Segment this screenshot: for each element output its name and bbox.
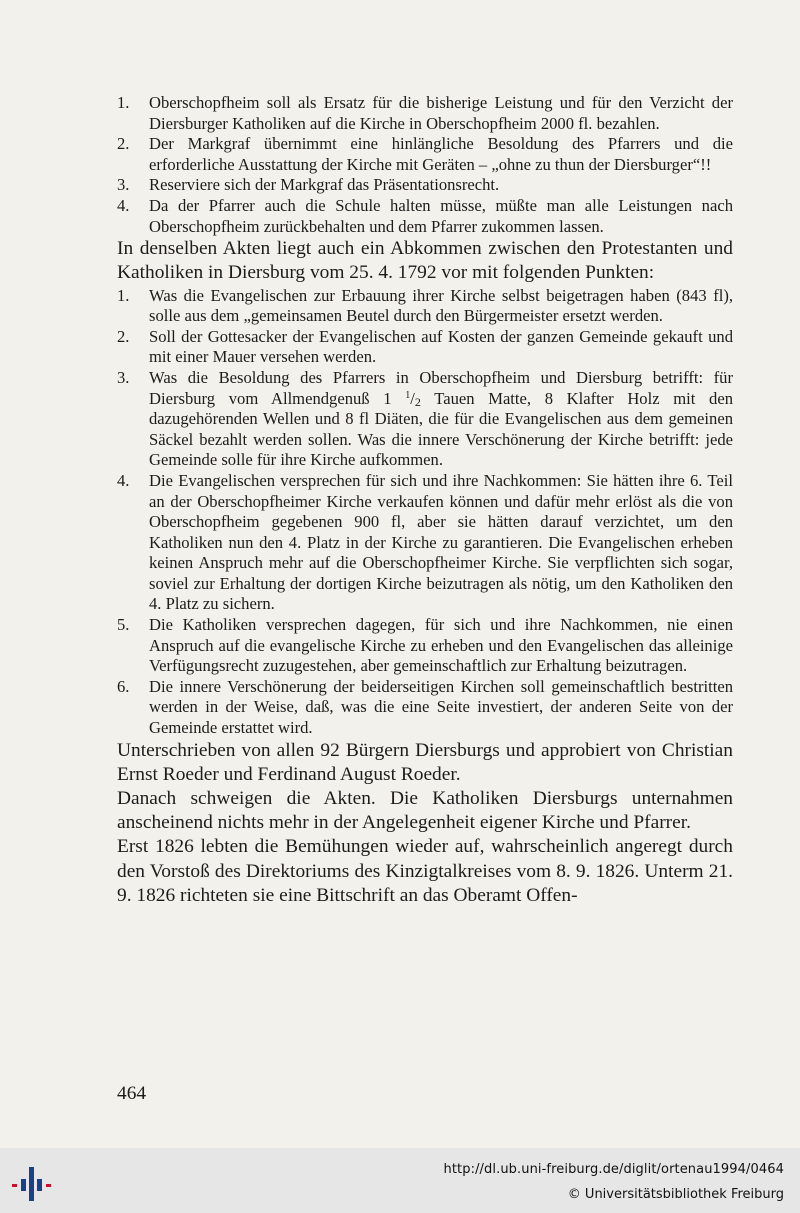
fraction-denominator: 2 xyxy=(414,394,421,409)
list-item-text: Oberschopfheim soll als Ersatz für die bisherige Leistung und für den Verzicht der Diersburger Katholiken auf die Kirche in Oberschopfheim 2000 fl. bezahlen. xyxy=(149,93,733,133)
list-item-number: 3. xyxy=(117,367,130,387)
page-content xyxy=(117,93,733,908)
list-item xyxy=(117,93,733,134)
list-item-number: 1. xyxy=(117,93,130,112)
list-item-number: 2. xyxy=(117,134,130,154)
footer-copyright: © Universitätsbibliothek Freiburg xyxy=(567,1187,784,1202)
paragraph-signatures: Unterschrieben von allen 92 Bürgern Diersburgs und approbiert von Christian Ernst Roeder und Ferdinand August Roeder. xyxy=(117,739,733,785)
list-item-number: 4. xyxy=(117,195,130,215)
list-item-number: 6. xyxy=(117,676,130,696)
paragraph-silence: Danach schweigen die Akten. Die Katholiken Diersburgs unternahmen anscheinend nichts mehr in der Angelegenheit eigener Kirche und Pfarrer. xyxy=(117,788,733,834)
list-item xyxy=(117,615,733,677)
list-item-number: 3. xyxy=(117,175,130,195)
list-item-text: Da der Pfarrer auch die Schule halten müsse, müßte man alle Leistungen nach Oberschopfheim zurückbehalten und dem Pfarrer zukommen lassen. xyxy=(149,195,733,236)
list-item-text: Die Katholiken versprechen dagegen, für sich und ihre Nachkommen, nie einen Anspruch auf die evangelische Kirche zu erheben und den Evangelischen das alleinige Verfügungsrecht zuzugestehen, aber gemeinschaftlich zur Erhaltung beizutragen. xyxy=(149,615,733,676)
fraction-numerator: 1 xyxy=(405,389,411,401)
list-item-text: Die Evangelischen versprechen für sich und ihre Nachkommen: Sie hätten ihre 6. Teil an der Oberschopfheimer Kirche verkaufen können und dafür mehr erlöst als die von Oberschopfheim gegebenen 900 fl, aber sie hätten darauf verzichtet, um den Katholiken nun den 4. Platz in der Kirche zu garantieren. Die Evangelischen erheben keinen Anspruch mehr auf die Oberschopfheimer Kirche. Sie verpflichten sich sogar, soviel zur Erhaltung der dortigen Kirche beizutragen als nötig, um den Katholiken den 4. Platz zu sichern. xyxy=(149,470,733,614)
list-item xyxy=(117,677,733,739)
list-item: 3. Was die Besoldung des Pfarrers in Oberschopfheim und Diersburg betrifft: für Diersburg vom Allmendgenuß 1 $^1/_2$ Tauen Matte, 8 Klafter Holz mit den dazugehörenden Wellen und 8 fl Diäten, die für die Evangelischen aus dem gemeinen Säckel bezahlt werden sollen. Was die innere Verschönerung der Kirche betrifft: jede Gemeinde solle für ihre Kirche aufkommen. xyxy=(117,367,733,470)
list-item xyxy=(117,196,733,237)
list-item xyxy=(117,471,733,615)
list-item-text: Die innere Verschönerung der beiderseitigen Kirchen soll gemeinschaftlich bestritten werden in der Weise, daß, was die eine Seite investiert, der anderen Seite von der Gemeinde erstattet wird. xyxy=(149,676,733,738)
list-item-text: Der Markgraf übernimmt eine hinlängliche Besoldung des Pfarrers und die erforderliche Ausstattung der Kirche mit Geräten – „ohne zu thun der Diersburger“!! xyxy=(149,134,733,174)
list-item-number: 2. xyxy=(117,326,130,346)
list-item-text: Reserviere sich der Markgraf das Präsentationsrecht. xyxy=(149,175,500,195)
list-item-text: Soll der Gottesacker der Evangelischen auf Kosten der ganzen Gemeinde gekauft und mit einer Mauer versehen werden. xyxy=(149,326,733,367)
library-footer xyxy=(0,1148,800,1213)
list-item xyxy=(117,134,733,175)
list-item-text: Was die Evangelischen zur Erbauung ihrer Kirche selbst beigetragen haben (843 fl), solle aus dem „gemeinsamen Beutel durch den Bürgermeister ersetzt werden. xyxy=(149,285,733,326)
list-item-number: 4. xyxy=(117,470,130,490)
paragraph-agreement-intro: In denselben Akten liegt auch ein Abkommen zwischen den Protestanten und Katholiken in Diersburg vom 25. 4. 1792 vor mit folgenden Punkten: xyxy=(117,238,733,284)
paragraph-1826: Erst 1826 lebten die Bemühungen wieder auf, wahrscheinlich angeregt durch den Vorstoß des Direktoriums des Kinzigtalkreises vom 8. 9. 1826. Unterm 21. 9. 1826 richteten sie eine Bittschrift an das Oberamt Offen- xyxy=(117,836,733,906)
page-number: 464 xyxy=(117,1083,147,1104)
university-library-logo-icon xyxy=(10,1165,52,1203)
list-item-text-start: Was die Besoldung des Pfarrers in Oberschopfheim und Diersburg betrifft: für Diersburg vom Allmendgenuß 1 xyxy=(149,367,733,408)
list-item-text-end: Tauen Matte, 8 Klafter Holz mit den dazugehörenden Wellen und 8 fl Diäten, die für die Evangelischen aus dem gemeinen Säckel bezahlt werden sollen. Was die innere Verschönerung der Kirche betrifft: jede Gemeinde solle für ihre Kirche aufkommen. xyxy=(149,388,733,470)
numbered-list-1 xyxy=(117,93,733,237)
list-item xyxy=(117,175,733,196)
list-item-number: 1. xyxy=(117,285,130,305)
footer-url-link[interactable]: http://dl.ub.uni-freiburg.de/diglit/ortenau1994/0464 xyxy=(443,1162,784,1177)
list-item-number: 5. xyxy=(117,615,130,635)
list-item xyxy=(117,327,733,368)
numbered-list-2 xyxy=(117,286,733,739)
list-item xyxy=(117,286,733,327)
